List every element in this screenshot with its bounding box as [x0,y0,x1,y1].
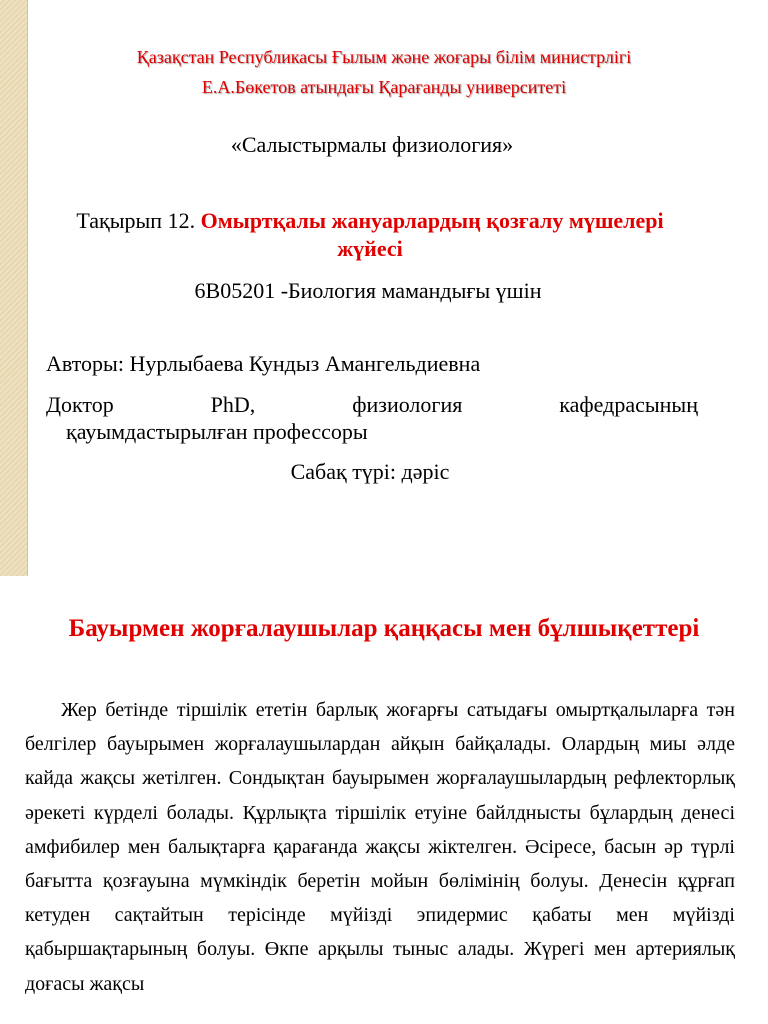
degree-line [46,391,698,445]
degree-word: Доктор [46,392,114,417]
university-header: Е.А.Бөкетов атындағы Қарағанды университеті [201,77,567,97]
topic-heading [60,207,680,263]
topic-title: Омыртқалы жануарлардың қозғалу мүшелері жүйесі [200,208,664,261]
authors-line: Авторы: Нурлыбаева Кундыз Амангельдиевна [46,351,481,376]
degree-word: физиология [352,392,463,417]
degree-word: PhD, [210,392,256,417]
section-title: Бауырмен жорғалаушылар қаңқасы мен бұлшықеттері [68,615,700,642]
specialty-line: 6В05201 -Биология мамандығы үшін [194,278,542,303]
degree-word: кафедрасының [559,392,698,417]
ministry-header: Қазақстан Республикасы Ғылым және жоғары білім министрлігі [136,47,632,67]
degree-row-2: қауымдастырылған профессоры [66,419,368,444]
course-title: «Салыстырмалы физиология» [230,132,514,157]
lesson-type: Сабақ түрі: дәріс [290,459,450,484]
body-paragraph: Жер бетінде тіршілік ететін барлық жоғарғы сатыдағы омыртқалыларға тән белгілер бауырымен жорғалаушылардан айқын байқалады. Олардың миы әлде кайда жақсы жетілген. Сондықтан бауырымен жорғалаушылардың рефлекторлық әрекеті күрделі болады. Құрлықта тіршілік етуіне байлднысты бұлардың денесі амфибилер мен балықтарға қарағанда жақсы жіктелген. Әсіресе, басын әр түрлі бағытта қозғауына мүмкіндік беретін мойын бөлімінің болуы. Денесін құрғап кетуден сақтайтын терісінде мүйізді эпидермис қабаты мен мүйізді қабыршақтарының болуы. Өкпе арқылы тыныс алады. Жүрегі мен артериялық доғасы жақсы [25,699,735,995]
topic-prefix: Тақырып 12. [76,208,201,233]
degree-row-1 [46,391,698,418]
document-page [0,576,768,1024]
